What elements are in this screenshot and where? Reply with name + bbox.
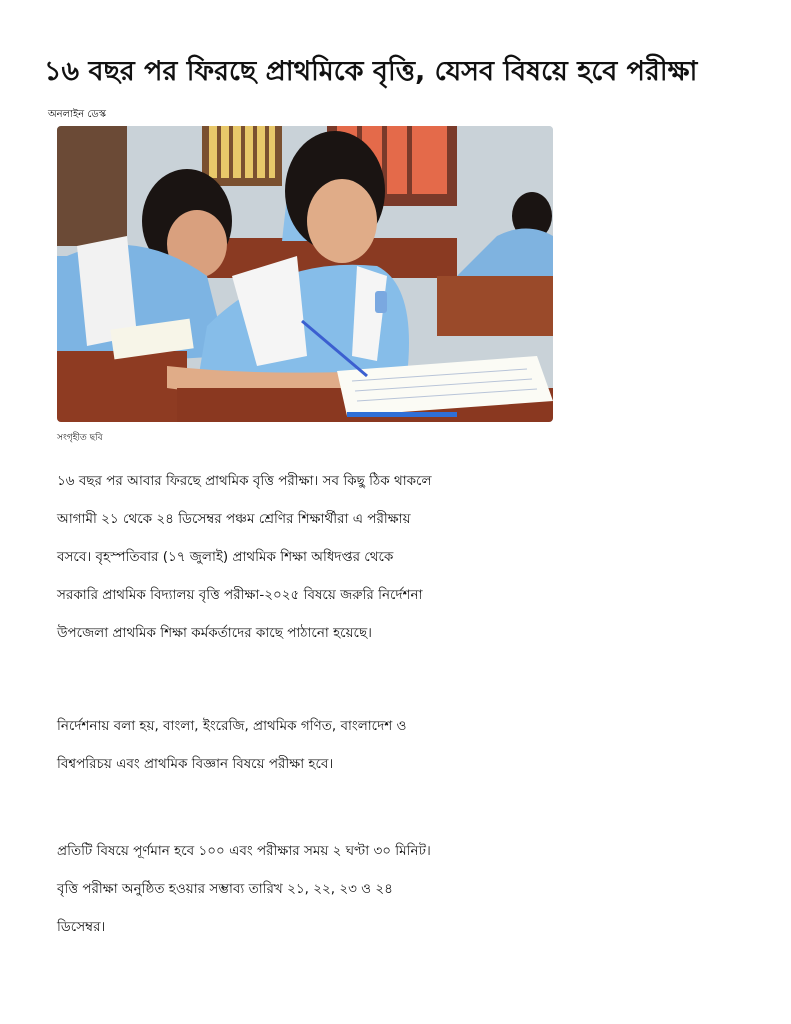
article-paragraph-2: নির্দেশনায় বলা হয়, বাংলা, ইংরেজি, প্রাথমিক গণিত, বাংলাদেশ ও বিশ্বপরিচয় এবং প্রাথমিক বিজ্ঞান বিষয়ে পরীক্ষা হবে। — [57, 718, 407, 772]
article-paragraph-1: ১৬ বছর পর আবার ফিরছে প্রাথমিক বৃত্তি পরীক্ষা। সব কিছু ঠিক থাকলে আগামী ২১ থেকে ২৪ ডিসেম্বর পঞ্চম শ্রেণির শিক্ষার্থীরা এ পরীক্ষায় বসবে। বৃহস্পতিবার (১৭ জুলাই) প্রাথমিক শিক্ষা অধিদপ্তর থেকে সরকারি প্রাথমিক বিদ্যালয় বৃত্তি পরীক্ষা-২০২৫ বিষয়ে জরুরি নির্দেশনা উপজেলা প্রাথমিক শিক্ষা কর্মকর্তাদের কাছে পাঠানো হয়েছে। — [57, 473, 432, 641]
photo-caption: সংগৃহীত ছবি — [57, 433, 103, 443]
article-headline: ১৬ বছর পর ফিরছে প্রাথমিকে বৃত্তি, যেসব বিষয়ে হবে পরীক্ষা — [44, 56, 698, 87]
article-paragraph-3: প্রতিটি বিষয়ে পূর্ণমান হবে ১০০ এবং পরীক্ষার সময় ২ ঘণ্টা ৩০ মিনিট। বৃত্তি পরীক্ষা অনুষ্ঠিত হওয়ার সম্ভাব্য তারিখ ২১, ২২, ২৩ ও ২৪ ডিসেম্বর। — [57, 843, 431, 935]
byline: অনলাইন ডেস্ক — [48, 109, 106, 120]
article-photo — [57, 126, 553, 422]
